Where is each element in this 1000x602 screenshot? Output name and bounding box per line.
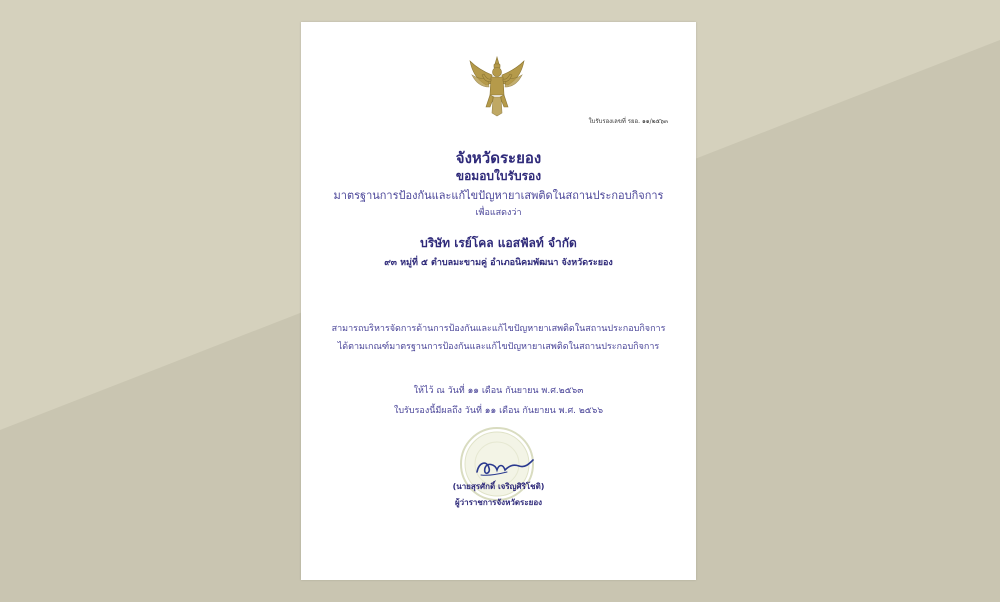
- certificate-document: [301, 22, 696, 580]
- company-name: บริษัท เรย์โคล แอสฟัลท์ จำกัด: [420, 236, 577, 250]
- body-text-line-2: ได้ตามเกณฑ์มาตรฐานการป้องกันและแก้ไขปัญหายาเสพติดในสถานประกอบกิจการ: [337, 342, 660, 352]
- certifies-heading: ขอมอบใบรับรอง: [455, 169, 542, 183]
- company-address: ๙๓ หมู่ที่ ๕ ตำบลมะขามคู่ อำเภอนิคมพัฒนา จังหวัดระยอง: [384, 258, 613, 268]
- signer-title: ผู้ว่าราชการจังหวัดระยอง: [454, 498, 543, 507]
- province-title: จังหวัดระยอง: [455, 149, 542, 167]
- handwritten-signature: [469, 454, 539, 480]
- issued-date: ให้ไว้ ณ วันที่ ๑๑ เดือน กันยายน พ.ศ.๒๕๖๓: [413, 386, 584, 396]
- standard-title: มาตรฐานการป้องกันและแก้ไขปัญหายาเสพติดในสถานประกอบกิจการ: [333, 189, 664, 202]
- to-show-text: เพื่อแสดงว่า: [475, 208, 522, 218]
- valid-until-date: ใบรับรองนี้มีผลถึง วันที่ ๑๑ เดือน กันยายน พ.ศ. ๒๕๖๖: [393, 406, 604, 416]
- body-text-line-1: สามารถบริหารจัดการด้านการป้องกันและแก้ไขปัญหายาเสพติดในสถานประกอบกิจการ: [331, 324, 666, 334]
- signer-name: (นายสุรศักดิ์ เจริญศิริโชติ): [452, 482, 545, 491]
- certificate-number: ใบรับรองเลขที่ รยอ. ๑๑/๒๕๖๓: [588, 118, 668, 125]
- garuda-emblem-icon: [468, 55, 526, 117]
